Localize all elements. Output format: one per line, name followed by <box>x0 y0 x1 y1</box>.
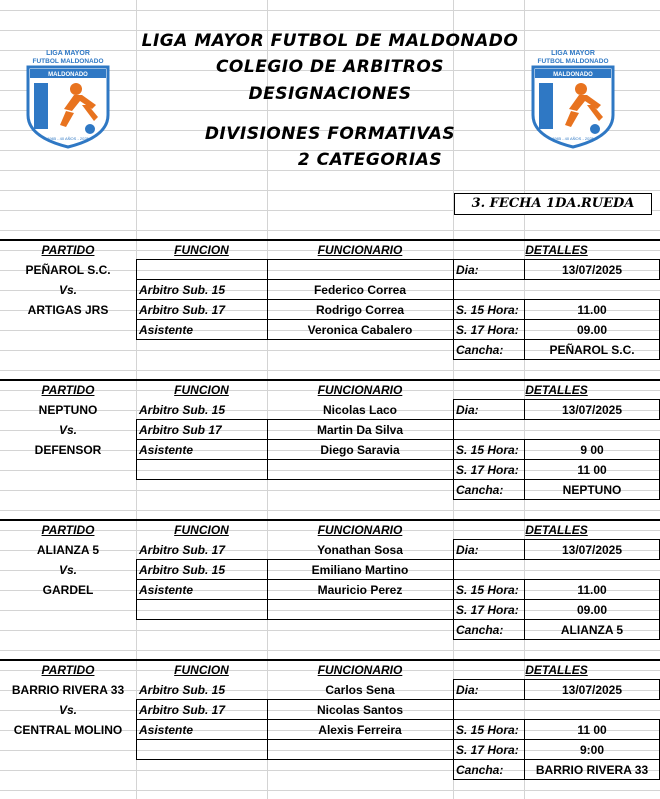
cancha-label: Cancha: <box>456 343 504 357</box>
dia-label: Dia: <box>456 543 479 557</box>
logo-top-text: LIGA MAYOR <box>551 50 595 57</box>
dia-label: Dia: <box>456 683 479 697</box>
s17-label: S. 17 Hora: <box>456 463 519 477</box>
cell-separator <box>136 279 454 280</box>
cell-separator <box>524 679 525 700</box>
role-funcion: Asistente <box>139 723 194 737</box>
dia-label: Dia: <box>456 263 479 277</box>
role-funcion: Asistente <box>139 323 194 337</box>
cancha-label: Cancha: <box>456 623 504 637</box>
cell-separator <box>524 539 525 560</box>
cell-separator <box>136 719 454 720</box>
col-header-partido: PARTIDO <box>41 663 95 677</box>
official-name: Diego Saravia <box>320 443 400 457</box>
s15-value: 9 00 <box>580 443 604 457</box>
s15-value: 11 00 <box>577 723 607 737</box>
cell-separator <box>453 739 660 740</box>
s17-value: 9:00 <box>579 743 605 757</box>
s15-label: S. 15 Hora: <box>456 303 519 317</box>
col-header-detalles: DETALLES <box>525 523 588 537</box>
s15-label: S. 15 Hora: <box>456 583 519 597</box>
cell-border-box <box>453 679 660 700</box>
s17-label: S. 17 Hora: <box>456 603 519 617</box>
cell-separator <box>136 739 454 740</box>
match-block <box>0 379 660 499</box>
cancha-label: Cancha: <box>456 483 504 497</box>
designaciones-title: DESIGNACIONES <box>248 84 412 104</box>
logo-band-text: MALDONADO <box>553 72 593 78</box>
dia-label: Dia: <box>456 403 479 417</box>
gridline-row <box>0 510 660 511</box>
cell-separator <box>453 339 660 340</box>
cell-separator <box>136 599 454 600</box>
match-block <box>0 659 660 779</box>
home-team: ALIANZA 5 <box>36 543 100 557</box>
gridline-row <box>0 10 660 11</box>
s15-label: S. 15 Hora: <box>456 443 519 457</box>
s15-value: 11.00 <box>577 303 607 317</box>
col-header-detalles: DETALLES <box>525 383 588 397</box>
home-team: BARRIO RIVERA 33 <box>11 683 125 697</box>
home-team: PEÑAROL S.C. <box>25 263 111 277</box>
logo-bottom-text: 1985 - 40 AÑOS - 2025 <box>47 136 89 141</box>
logo-sub-text: FUTBOL MALDONADO <box>32 58 104 65</box>
cancha-label: Cancha: <box>456 763 504 777</box>
vs-label: Vs. <box>58 563 77 577</box>
league-logo-left <box>22 45 114 149</box>
cell-border-box <box>453 439 660 500</box>
cell-separator <box>524 579 525 640</box>
cell-border-box <box>136 699 454 760</box>
cell-border-box <box>453 399 660 420</box>
dia-value: 13/07/2025 <box>561 263 623 277</box>
away-team: GARDEL <box>42 583 94 597</box>
col-header-funcionario: FUNCIONARIO <box>317 663 403 677</box>
cell-separator <box>524 299 525 360</box>
cell-separator <box>136 299 454 300</box>
role-funcion: Asistente <box>139 443 194 457</box>
s17-value: 09.00 <box>576 323 608 337</box>
vs-label: Vs. <box>58 283 77 297</box>
categorias-title: 2 CATEGORIAS <box>297 150 443 170</box>
s17-label: S. 17 Hora: <box>456 323 519 337</box>
col-header-funcionario: FUNCIONARIO <box>317 383 403 397</box>
league-logo-right <box>527 45 619 149</box>
col-header-detalles: DETALLES <box>525 663 588 677</box>
official-name: Yonathan Sosa <box>317 543 403 557</box>
vs-label: Vs. <box>58 703 77 717</box>
s17-value: 09.00 <box>576 603 608 617</box>
col-header-funcion: FUNCION <box>174 523 229 537</box>
col-header-partido: PARTIDO <box>41 243 95 257</box>
match-block <box>0 519 660 639</box>
role-funcion: Arbitro Sub. 15 <box>139 403 226 417</box>
col-header-funcionario: FUNCIONARIO <box>317 243 403 257</box>
home-team: NEPTUNO <box>38 403 98 417</box>
s15-label: S. 15 Hora: <box>456 723 519 737</box>
logo-sub-text: FUTBOL MALDONADO <box>537 58 609 65</box>
match-block <box>0 239 660 359</box>
official-name: Rodrigo Correa <box>315 303 404 317</box>
cell-separator <box>524 399 525 420</box>
official-name: Emiliano Martino <box>311 563 409 577</box>
vs-label: Vs. <box>58 423 77 437</box>
official-name: Mauricio Perez <box>317 583 403 597</box>
cell-border-box <box>453 579 660 640</box>
s15-value: 11.00 <box>577 583 607 597</box>
gridline-row <box>0 370 660 371</box>
cell-separator <box>453 759 660 760</box>
role-funcion: Arbitro Sub. 15 <box>139 683 226 697</box>
col-header-funcionario: FUNCIONARIO <box>317 523 403 537</box>
cell-separator <box>267 699 268 760</box>
cancha-value: NEPTUNO <box>562 483 622 497</box>
gridline-row <box>0 650 660 651</box>
cancha-value: PEÑAROL S.C. <box>549 343 635 357</box>
cell-separator <box>453 319 660 320</box>
role-funcion: Arbitro Sub. 17 <box>139 543 226 557</box>
away-team: CENTRAL MOLINO <box>13 723 123 737</box>
official-name: Nicolas Santos <box>316 703 404 717</box>
logo-top-text: LIGA MAYOR <box>46 50 90 57</box>
official-name: Federico Correa <box>313 283 407 297</box>
official-name: Carlos Sena <box>325 683 395 697</box>
cell-separator <box>136 319 454 320</box>
dia-value: 13/07/2025 <box>561 543 623 557</box>
s17-value: 11 00 <box>577 463 607 477</box>
dia-value: 13/07/2025 <box>561 403 623 417</box>
official-name: Alexis Ferreira <box>318 723 402 737</box>
col-header-funcion: FUNCION <box>174 663 229 677</box>
role-funcion: Arbitro Sub. 15 <box>139 563 226 577</box>
cell-separator <box>453 459 660 460</box>
cell-separator <box>267 419 268 480</box>
cell-separator <box>453 599 660 600</box>
role-funcion: Arbitro Sub 17 <box>139 423 222 437</box>
logo-band-text: MALDONADO <box>48 72 88 78</box>
official-name: Veronica Cabalero <box>307 323 413 337</box>
college-title: COLEGIO DE ARBITROS <box>215 57 445 77</box>
cell-border-box <box>136 559 454 620</box>
cell-border-box <box>453 259 660 280</box>
role-funcion: Arbitro Sub. 17 <box>139 703 226 717</box>
away-team: DEFENSOR <box>34 443 102 457</box>
col-header-detalles: DETALLES <box>525 243 588 257</box>
col-header-funcion: FUNCION <box>174 243 229 257</box>
gridline-row <box>0 190 660 191</box>
cancha-value: ALIANZA 5 <box>560 623 624 637</box>
role-funcion: Arbitro Sub. 15 <box>139 283 226 297</box>
cell-separator <box>524 439 525 500</box>
league-title: LIGA MAYOR FUTBOL DE MALDONADO <box>141 31 519 51</box>
col-header-partido: PARTIDO <box>41 523 95 537</box>
cell-separator <box>524 719 525 780</box>
cell-separator <box>453 619 660 620</box>
cell-separator <box>453 479 660 480</box>
cell-border-box <box>453 299 660 360</box>
dia-value: 13/07/2025 <box>561 683 623 697</box>
gridline-row <box>0 790 660 791</box>
col-header-funcion: FUNCION <box>174 383 229 397</box>
role-funcion: Asistente <box>139 583 194 597</box>
gridline-row <box>0 230 660 231</box>
cell-separator <box>524 259 525 280</box>
logo-bottom-text: 1985 - 40 AÑOS - 2025 <box>552 136 594 141</box>
cell-separator <box>136 459 454 460</box>
cell-border-box <box>453 539 660 560</box>
col-header-partido: PARTIDO <box>41 383 95 397</box>
divisiones-title: DIVISIONES FORMATIVAS <box>204 124 456 144</box>
official-name: Nicolas Laco <box>322 403 398 417</box>
cancha-value: BARRIO RIVERA 33 <box>535 763 649 777</box>
fecha-label: 3. FECHA 1DA.RUEDA <box>454 193 652 215</box>
role-funcion: Arbitro Sub. 17 <box>139 303 226 317</box>
official-name: Martin Da Silva <box>316 423 404 437</box>
cell-separator <box>136 439 454 440</box>
cell-border-box <box>136 419 454 480</box>
cell-separator <box>267 559 268 620</box>
s17-label: S. 17 Hora: <box>456 743 519 757</box>
cell-separator <box>136 579 454 580</box>
cell-border-box <box>453 719 660 780</box>
away-team: ARTIGAS JRS <box>27 303 109 317</box>
